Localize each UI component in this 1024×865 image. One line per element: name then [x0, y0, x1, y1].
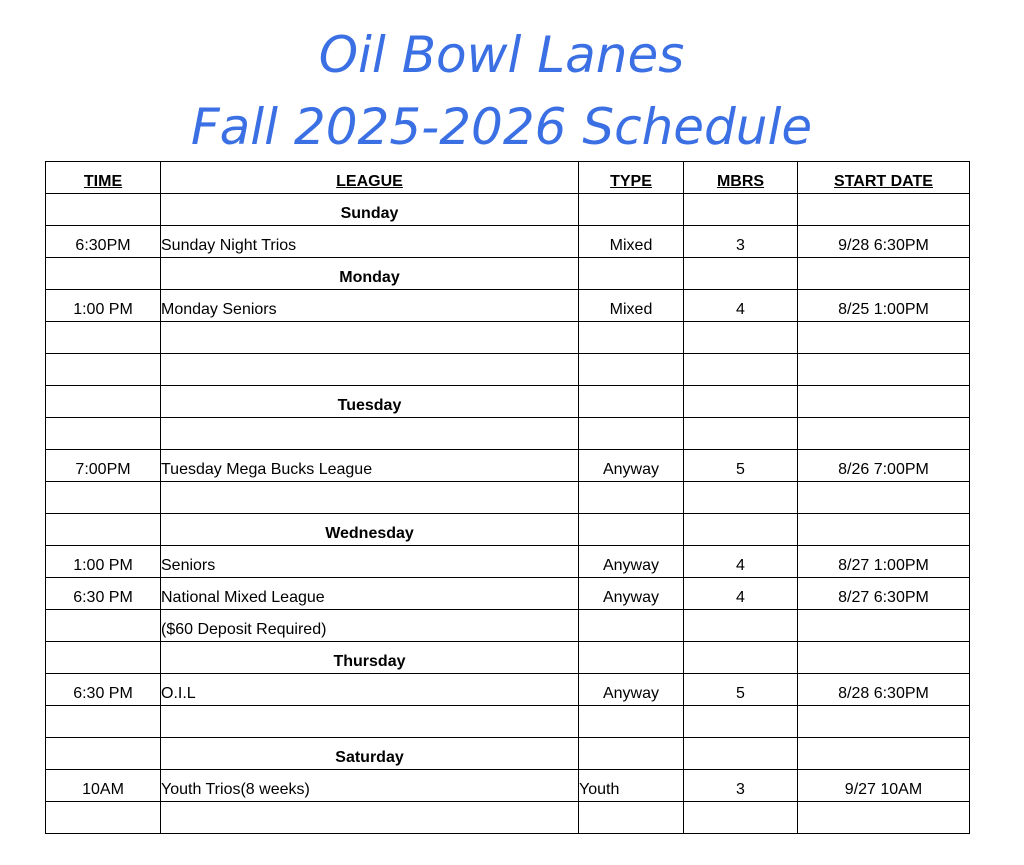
cell-time: [46, 322, 161, 354]
cell-type: [579, 194, 684, 226]
cell-time: 6:30PM: [46, 226, 161, 258]
cell-mbrs: 4: [684, 290, 798, 322]
cell-league: [161, 418, 579, 450]
table-row: [46, 610, 970, 642]
cell-type: Anyway: [579, 450, 684, 482]
header-row: [46, 162, 970, 194]
cell-type: [579, 610, 684, 642]
empty-row: [46, 354, 970, 386]
cell-mbrs: [684, 610, 798, 642]
cell-league: [161, 354, 579, 386]
cell-league: National Mixed League: [161, 578, 579, 610]
empty-row: [46, 418, 970, 450]
cell-mbrs: [684, 354, 798, 386]
cell-time: [46, 386, 161, 418]
cell-start-date: [798, 258, 970, 290]
page-title: Oil Bowl Lanes: [318, 26, 685, 84]
cell-league: Seniors: [161, 546, 579, 578]
cell-time: [46, 706, 161, 738]
cell-time: 7:00PM: [46, 450, 161, 482]
empty-row: [46, 322, 970, 354]
cell-mbrs: [684, 802, 798, 834]
cell-time: 1:00 PM: [46, 546, 161, 578]
cell-type: [579, 386, 684, 418]
cell-start-date: [798, 354, 970, 386]
cell-league: Sunday Night Trios: [161, 226, 579, 258]
cell-time: 1:00 PM: [46, 290, 161, 322]
header-league: LEAGUE: [161, 162, 579, 194]
cell-type: [579, 322, 684, 354]
cell-type: Anyway: [579, 674, 684, 706]
empty-row: [46, 802, 970, 834]
cell-mbrs: 5: [684, 450, 798, 482]
cell-time: [46, 610, 161, 642]
cell-start-date: [798, 706, 970, 738]
cell-mbrs: 4: [684, 546, 798, 578]
table-row: [46, 546, 970, 578]
cell-time: 6:30 PM: [46, 578, 161, 610]
day-heading: Tuesday: [161, 386, 579, 418]
cell-start-date: [798, 322, 970, 354]
table-row: [46, 578, 970, 610]
cell-league: O.I.L: [161, 674, 579, 706]
day-heading: Sunday: [161, 194, 579, 226]
cell-start-date: 8/25 1:00PM: [798, 290, 970, 322]
day-row: [46, 738, 970, 770]
cell-time: [46, 802, 161, 834]
cell-league: Tuesday Mega Bucks League: [161, 450, 579, 482]
header-mbrs: MBRS: [684, 162, 798, 194]
cell-league: [161, 706, 579, 738]
cell-time: [46, 738, 161, 770]
cell-league: Youth Trios(8 weeks): [161, 770, 579, 802]
cell-mbrs: 5: [684, 674, 798, 706]
cell-time: 6:30 PM: [46, 674, 161, 706]
table-row: [46, 674, 970, 706]
day-row: [46, 194, 970, 226]
day-heading: Thursday: [161, 642, 579, 674]
cell-type: Anyway: [579, 578, 684, 610]
cell-start-date: [798, 482, 970, 514]
cell-time: [46, 354, 161, 386]
cell-type: Mixed: [579, 226, 684, 258]
cell-start-date: [798, 738, 970, 770]
cell-mbrs: [684, 514, 798, 546]
cell-mbrs: 3: [684, 770, 798, 802]
cell-mbrs: [684, 194, 798, 226]
cell-mbrs: [684, 706, 798, 738]
table-row: [46, 770, 970, 802]
cell-mbrs: [684, 258, 798, 290]
day-row: [46, 386, 970, 418]
day-heading: Wednesday: [161, 514, 579, 546]
cell-start-date: [798, 386, 970, 418]
table-row: [46, 450, 970, 482]
cell-start-date: [798, 514, 970, 546]
day-row: [46, 642, 970, 674]
cell-league: Monday Seniors: [161, 290, 579, 322]
cell-type: Anyway: [579, 546, 684, 578]
empty-row: [46, 706, 970, 738]
cell-mbrs: [684, 642, 798, 674]
cell-league: [161, 482, 579, 514]
page-subtitle: Fall 2025-2026 Schedule: [190, 98, 813, 156]
schedule-table: [45, 161, 970, 834]
cell-time: [46, 258, 161, 290]
cell-type: [579, 642, 684, 674]
cell-start-date: 9/28 6:30PM: [798, 226, 970, 258]
cell-mbrs: [684, 386, 798, 418]
cell-league: [161, 322, 579, 354]
day-heading: Monday: [161, 258, 579, 290]
cell-start-date: 8/27 6:30PM: [798, 578, 970, 610]
cell-start-date: 8/26 7:00PM: [798, 450, 970, 482]
table-row: [46, 226, 970, 258]
cell-time: 10AM: [46, 770, 161, 802]
cell-start-date: [798, 610, 970, 642]
day-row: [46, 258, 970, 290]
cell-mbrs: [684, 738, 798, 770]
empty-row: [46, 482, 970, 514]
cell-start-date: [798, 418, 970, 450]
cell-mbrs: [684, 418, 798, 450]
cell-type: [579, 802, 684, 834]
cell-type: Youth: [579, 770, 684, 802]
cell-league: ($60 Deposit Required): [161, 610, 579, 642]
cell-time: [46, 482, 161, 514]
cell-type: [579, 354, 684, 386]
cell-type: [579, 514, 684, 546]
cell-time: [46, 642, 161, 674]
table-row: [46, 290, 970, 322]
header-type: TYPE: [579, 162, 684, 194]
cell-type: Mixed: [579, 290, 684, 322]
header-start-date: START DATE: [798, 162, 970, 194]
cell-start-date: 8/27 1:00PM: [798, 546, 970, 578]
cell-mbrs: 3: [684, 226, 798, 258]
cell-start-date: [798, 642, 970, 674]
cell-start-date: [798, 194, 970, 226]
day-row: [46, 514, 970, 546]
cell-time: [46, 194, 161, 226]
cell-start-date: 8/28 6:30PM: [798, 674, 970, 706]
cell-time: [46, 514, 161, 546]
cell-type: [579, 738, 684, 770]
cell-type: [579, 418, 684, 450]
cell-league: [161, 802, 579, 834]
cell-mbrs: [684, 482, 798, 514]
cell-start-date: [798, 802, 970, 834]
day-heading: Saturday: [161, 738, 579, 770]
cell-type: [579, 706, 684, 738]
cell-mbrs: 4: [684, 578, 798, 610]
cell-type: [579, 482, 684, 514]
header-time: TIME: [46, 162, 161, 194]
cell-start-date: 9/27 10AM: [798, 770, 970, 802]
cell-type: [579, 258, 684, 290]
cell-mbrs: [684, 322, 798, 354]
cell-time: [46, 418, 161, 450]
